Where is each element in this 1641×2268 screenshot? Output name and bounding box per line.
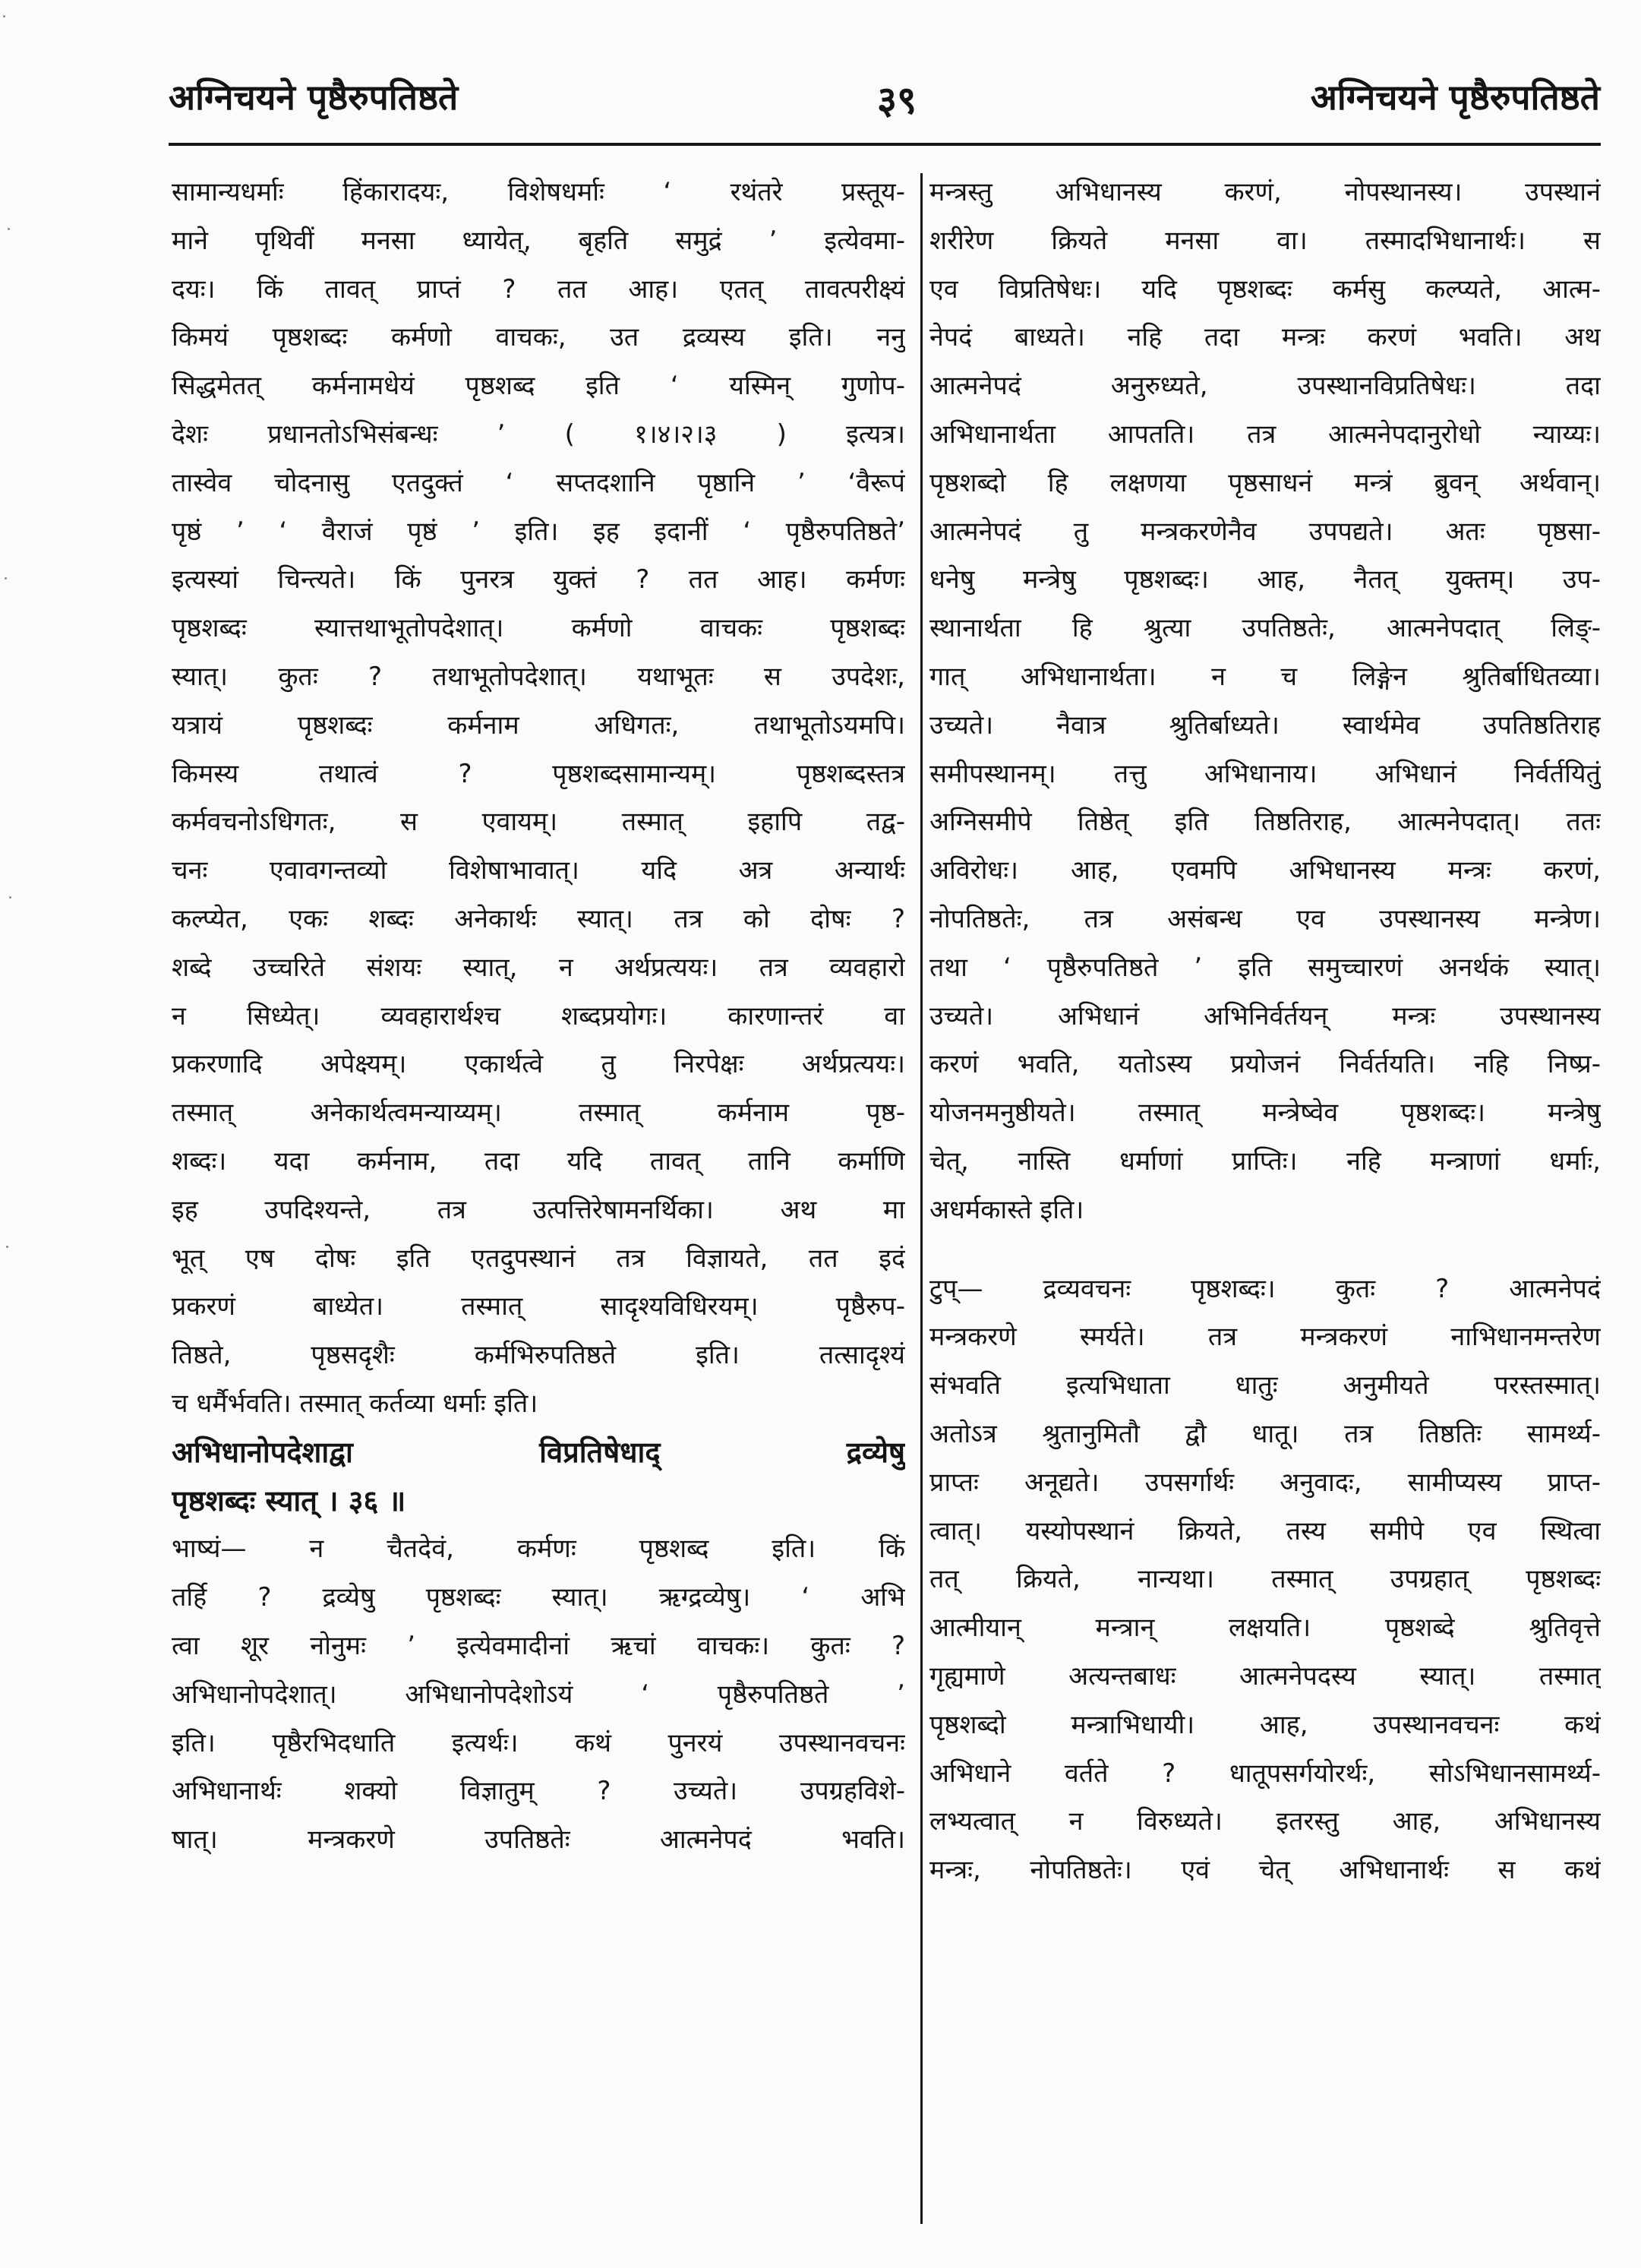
text-line: दयः। किं तावत् प्राप्तं ? तत आह। एतत् तावत्परीक्ष्यं	[172, 273, 905, 305]
text-line: चेत्, नास्ति धर्माणां प्राप्तिः। नहि मन्त्राणां धर्माः,	[929, 1145, 1601, 1177]
left-column	[172, 169, 905, 1865]
text-line: शब्दे उच्चरिते संशयः स्यात्, न अर्थप्रत्ययः। तत्र व्यवहारो	[172, 952, 905, 983]
text-line: सामान्यधर्माः हिंकारादयः, विशेषधर्माः ‘ रथंतरे प्रस्तूय-	[172, 177, 905, 207]
running-header-right: अग्निचयने पृष्ठैरुपतिष्ठते	[1310, 77, 1600, 118]
margin-speck	[6, 1246, 8, 1248]
text-line: गात् अभिधानार्थता। न च लिङ्गेन श्रुतिर्बाधितव्या।	[929, 661, 1601, 692]
bhashya-line: त्वा शूर नोनुमः ’ इत्येवमादीनां ऋचां वाचकः। कुतः ?	[172, 1630, 905, 1661]
bhashya-line: इति। पृष्ठैरभिदधाति इत्यर्थः। कथं पुनरयं उपस्थानवचनः	[172, 1727, 905, 1758]
text-line: कर्मवचनोऽधिगतः, स एवायम्। तस्मात् इहापि तद्व-	[172, 807, 905, 838]
text-line: अभिधानार्थता आपतति। तत्र आत्मनेपदानुरोधो न्याय्यः।	[929, 419, 1601, 450]
text-line: न सिध्येत्। व्यवहारार्थश्च शब्दप्रयोगः। कारणान्तरं वा	[172, 1000, 905, 1031]
sutra-heading: अभिधानोपदेशाद्वा विप्रतिषेधाद् द्रव्येषु	[172, 1435, 905, 1469]
text-line: इह उपदिश्यन्ते, तत्र उत्पत्तिरेषामनर्थिका। अथ मा	[172, 1194, 905, 1225]
tupp-line: टुप्— द्रव्यवचनः पृष्ठशब्दः। कुतः ? आत्मनेपदं	[929, 1273, 1601, 1304]
margin-speck	[9, 896, 11, 899]
header-rule	[169, 143, 1601, 146]
tupp-line: पृष्ठशब्दो मन्त्राभिधायी। आह, उपस्थानवचनः कथं	[929, 1709, 1601, 1740]
paragraph-gap	[929, 1235, 1601, 1265]
text-line: इत्यस्यां चिन्त्यते। किं पुनरत्र युक्तं ? तत आह। कर्मणः	[172, 564, 905, 595]
text-line: नोपतिष्ठतेः, तत्र असंबन्ध एव उपस्थानस्य मन्त्रेण।	[929, 903, 1601, 934]
bhashya-line: अभिधानोपदेशात्। अभिधानोपदेशोऽयं ‘ पृष्ठैरुपतिष्ठते ’	[172, 1679, 905, 1710]
text-line: पृष्ठशब्दो हि लक्षणया पृष्ठसाधनं मन्त्रं ब्रुवन् अर्थवान्।	[929, 467, 1601, 498]
text-line: अविरोधः। आह, एवमपि अभिधानस्य मन्त्रः करणं,	[929, 855, 1601, 886]
text-line: भूत् एष दोषः इति एतदुपस्थानं तत्र विज्ञायते, तत इदं	[172, 1243, 905, 1274]
margin-speck	[3, 15, 5, 17]
margin-speck	[8, 228, 10, 230]
text-line: कल्प्येत, एकः शब्दः अनेकार्थः स्यात्। तत्र को दोषः ?	[172, 903, 905, 934]
text-line: आत्मनेपदं तु मन्त्रकरणेनैव उपपद्यते। अतः पृष्ठसा-	[929, 516, 1601, 547]
text-line: यत्रायं पृष्ठशब्दः कर्मनाम अधिगतः, तथाभूतोऽयमपि।	[172, 709, 905, 741]
text-line: शब्दः। यदा कर्मनाम, तदा यदि तावत् तानि कर्माणि	[172, 1145, 905, 1177]
text-line: पृष्ठशब्दः स्यात्तथाभूतोपदेशात्। कर्मणो वाचकः पृष्ठशब्दः	[172, 613, 905, 644]
margin-speck	[5, 577, 7, 580]
text-line: मन्त्रस्तु अभिधानस्य करणं, नोपस्थानस्य। उपस्थानं	[929, 177, 1601, 207]
text-line: अग्निसमीपे तिष्ठेत् इति तिष्ठतिराह, आत्मनेपदात्। ततः	[929, 807, 1601, 838]
text-line: चनः एवावगन्तव्यो विशेषाभावात्। यदि अत्र अन्यार्थः	[172, 855, 905, 886]
text-line: करणं भवति, यतोऽस्य प्रयोजनं निर्वर्तयति। नहि निष्प्र-	[929, 1049, 1601, 1080]
text-line: एव विप्रतिषेधः। यदि पृष्ठशब्दः कर्मसु कल्प्यते, आत्म-	[929, 273, 1601, 305]
tupp-line: तत् क्रियते, नान्यथा। तस्मात् उपग्रहात् पृष्ठशब्दः	[929, 1564, 1601, 1595]
bhashya-line: भाष्यं— न चैतदेवं, कर्मणः पृष्ठशब्द इति। किं	[172, 1534, 905, 1565]
text-line: किमस्य तथात्वं ? पृष्ठशब्दसामान्यम्। पृष्ठशब्दस्तत्र	[172, 758, 905, 789]
text-line: प्रकरणादि अपेक्ष्यम्। एकार्थत्वे तु निरपेक्षः अर्थप्रत्ययः।	[172, 1049, 905, 1080]
text-line: तथा ‘ पृष्ठैरुपतिष्ठते ’ इति समुच्चारणं अनर्थकं स्यात्।	[929, 952, 1601, 983]
text-line: देशः प्रधानतोऽभिसंबन्धः ’ ( १।४।२।३ ) इत्यत्र।	[172, 419, 905, 450]
text-line: स्यात्। कुतः ? तथाभूतोपदेशात्। यथाभूतः स उपदेशः,	[172, 661, 905, 692]
column-divider	[920, 173, 923, 2224]
text-line: सिद्धमेतत् कर्मनामधेयं पृष्ठशब्द इति ‘ यस्मिन् गुणोप-	[172, 371, 905, 402]
right-column	[929, 169, 1601, 1895]
text-line: किमयं पृष्ठशब्दः कर्मणो वाचकः, उत द्रव्यस्य इति। ननु	[172, 322, 905, 353]
text-line: तिष्ठते, पृष्ठसदृशैः कर्मभिरुपतिष्ठते इति। तत्सादृश्यं	[172, 1340, 905, 1371]
bhashya-line: अभिधानार्थः शक्यो विज्ञातुम् ? उच्यते। उपग्रहविशे-	[172, 1776, 905, 1807]
text-line: च धर्मैर्भवति। तस्मात् कर्तव्या धर्माः इति।	[172, 1388, 538, 1419]
text-line: उच्यते। नैवात्र श्रुतिर्बाध्यते। स्वार्थमेव उपतिष्ठतिराह	[929, 709, 1601, 741]
text-line: आत्मनेपदं अनुरुध्यते, उपस्थानविप्रतिषेधः। तदा	[929, 371, 1601, 402]
tupp-line: अभिधाने वर्तते ? धातूपसर्गयोरर्थः, सोऽभिधानसामर्थ्य-	[929, 1758, 1601, 1789]
tupp-line: गृह्यमाणे अत्यन्तबाधः आत्मनेपदस्य स्यात्। तस्मात्	[929, 1660, 1601, 1692]
text-line: तस्मात् अनेकार्थत्वमन्याय्यम्। तस्मात् कर्मनाम पृष्ठ-	[172, 1098, 905, 1129]
bhashya-line: तर्हि ? द्रव्येषु पृष्ठशब्दः स्यात्। ऋग्द्रव्येषु। ‘ अभि	[172, 1582, 905, 1613]
text-line: शरीरेण क्रियते मनसा वा। तस्मादभिधानार्थः। स	[929, 225, 1601, 256]
text-line: योजनमनुष्ठीयते। तस्मात् मन्त्रेष्वेव पृष्ठशब्दः। मन्त्रेषु	[929, 1098, 1601, 1129]
text-line: तास्वेव चोदनासु एतदुक्तं ‘ सप्तदशानि पृष्ठानि ’ ‘वैरूपं	[172, 467, 905, 498]
text-line: माने पृथिवीं मनसा ध्यायेत्, बृहति समुद्रं ’ इत्येवमा-	[172, 225, 905, 256]
tupp-line: त्वात्। यस्योपस्थानं क्रियते, तस्य समीपे एव स्थित्वा	[929, 1515, 1601, 1546]
text-line: नेपदं बाध्यते। नहि तदा मन्त्रः करणं भवति। अथ	[929, 322, 1601, 353]
running-header-left: अग्निचयने पृष्ठैरुपतिष्ठते	[169, 77, 459, 118]
text-line: पृष्ठं ’ ‘ वैराजं पृष्ठं ’ इति। इह इदानीं ‘ पृष्ठैरुपतिष्ठते’	[172, 516, 905, 547]
tupp-line: मन्त्रः, नोपतिष्ठतेः। एवं चेत् अभिधानार्थः स कथं	[929, 1855, 1601, 1886]
page-number: ३९	[877, 78, 917, 122]
tupp-line: अतोऽत्र श्रुतानुमितौ द्वौ धातू। तत्र तिष्ठतिः सामर्थ्य-	[929, 1418, 1601, 1449]
text-line: उच्यते। अभिधानं अभिनिर्वर्तयन् मन्त्रः उपस्थानस्य	[929, 1000, 1601, 1031]
tupp-line: आत्मीयान् मन्त्रान् लक्षयति। पृष्ठशब्दे श्रुतिवृत्ते	[929, 1613, 1601, 1644]
text-line: स्थानार्थता हि श्रुत्या उपतिष्ठतेः, आत्मनेपदात् लिङ्-	[929, 613, 1601, 644]
left-margin-specks	[0, 0, 26, 1367]
tupp-line: संभवति इत्यभिधाता धातुः अनुमीयते परस्तस्मात्।	[929, 1370, 1601, 1401]
bhashya-line: षात्। मन्त्रकरणे उपतिष्ठतेः आत्मनेपदं भवति।	[172, 1824, 905, 1856]
sutra-heading: पृष्ठशब्दः स्यात् । ३६ ॥	[172, 1483, 406, 1518]
text-line: अधर्मकास्ते इति।	[929, 1194, 1084, 1225]
tupp-line: प्राप्तः अनूद्यते। उपसर्गार्थः अनुवादः, सामीप्यस्य प्राप्त-	[929, 1467, 1601, 1498]
tupp-line: मन्त्रकरणे स्मर्यते। तत्र मन्त्रकरणं नाभिधानमन्तरेण	[929, 1322, 1601, 1353]
tupp-line: लभ्यत्वात् न विरुध्यते। इतरस्तु आह, अभिधानस्य	[929, 1806, 1601, 1837]
text-line: समीपस्थानम्। तत्तु अभिधानाय। अभिधानं निर्वर्तयितुं	[929, 758, 1601, 789]
text-line: प्रकरणं बाध्येत। तस्मात् सादृश्यविधिरयम्। पृष्ठैरुप-	[172, 1291, 905, 1322]
text-line: धनेषु मन्त्रेषु पृष्ठशब्दः। आह, नैतत् युक्तम्। उप-	[929, 564, 1601, 595]
